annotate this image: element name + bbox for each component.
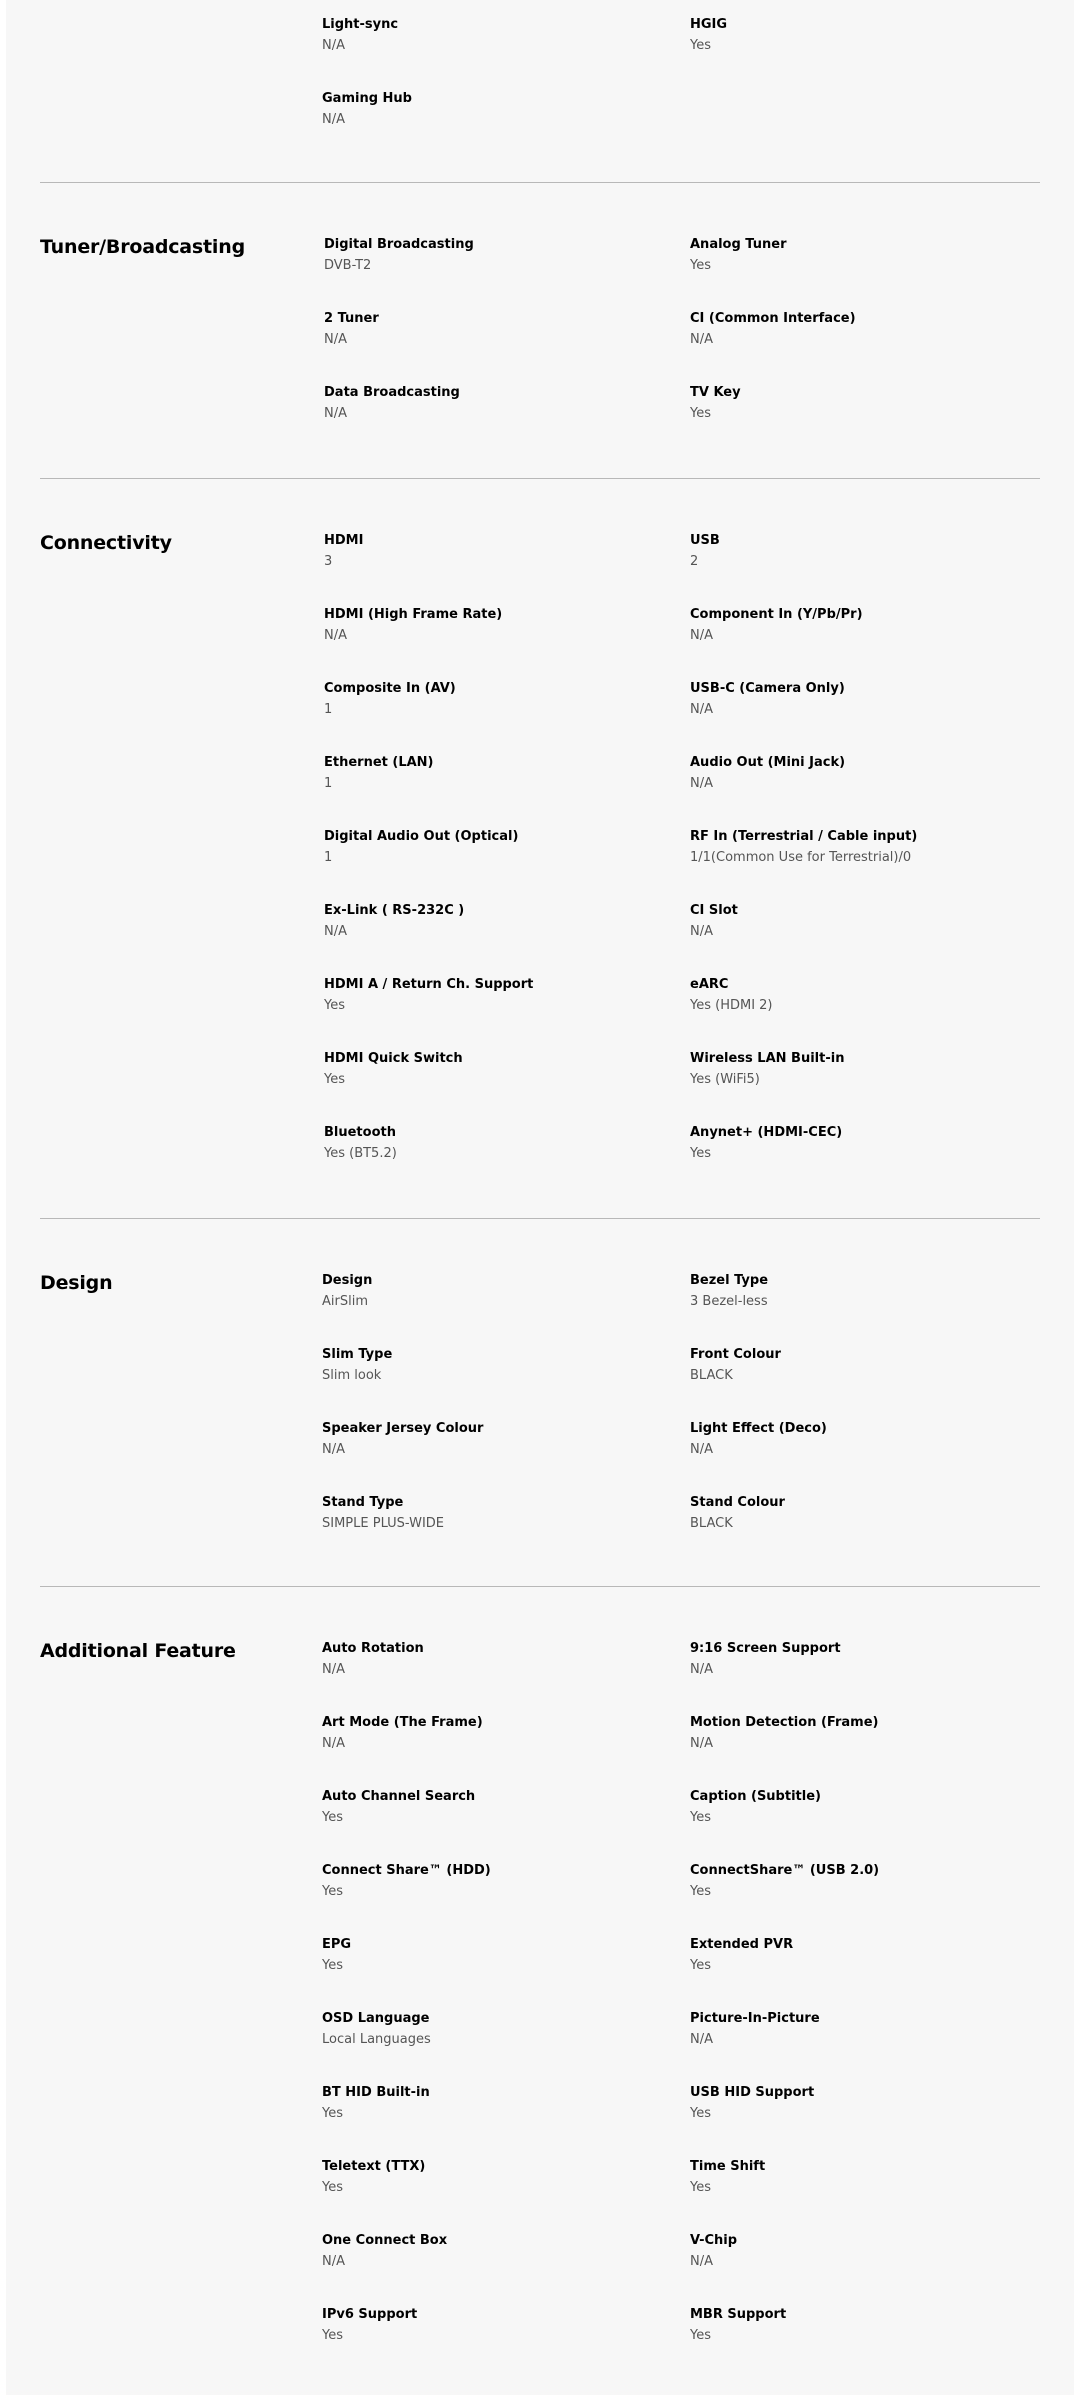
- spec-label: BT HID Built-in: [322, 2085, 430, 2100]
- spec-value: SIMPLE PLUS-WIDE: [322, 1516, 445, 1531]
- spec-connect-share-hdd: [322, 1862, 642, 1901]
- spec-label: Composite In (AV): [324, 681, 456, 696]
- spec-label: Bluetooth: [324, 1125, 396, 1140]
- spec-value: Yes: [690, 406, 711, 421]
- spec-value: Yes: [690, 2180, 711, 2195]
- spec-value: Yes: [322, 2106, 343, 2121]
- spec-usb-c: [690, 680, 1010, 719]
- spec-value: 2: [690, 554, 699, 569]
- spec-label: Caption (Subtitle): [690, 1789, 821, 1804]
- spec-ci-slot: [690, 902, 1010, 941]
- spec-label: HDMI A / Return Ch. Support: [324, 977, 534, 992]
- spec-rf-in: [690, 828, 1010, 867]
- spec-usb: [690, 532, 1010, 571]
- spec-label: Audio Out (Mini Jack): [690, 755, 846, 770]
- spec-data-broadcasting: [324, 384, 644, 423]
- spec-value: N/A: [690, 1736, 713, 1751]
- spec-value: N/A: [690, 1662, 713, 1677]
- spec-label: Light-sync: [322, 17, 399, 32]
- spec-motion-detection: [690, 1714, 1010, 1753]
- spec-page: [6, 0, 1074, 2395]
- spec-connectshare-usb: [690, 1862, 1010, 1901]
- spec-value: 1: [324, 850, 333, 865]
- spec-value: DVB-T2: [324, 258, 372, 273]
- spec-label: Design: [322, 1273, 373, 1288]
- spec-value: N/A: [324, 924, 347, 939]
- spec-label: Digital Audio Out (Optical): [324, 829, 519, 844]
- spec-label: Light Effect (Deco): [690, 1421, 827, 1436]
- spec-value: BLACK: [690, 1516, 733, 1531]
- spec-label: ConnectShare™ (USB 2.0): [690, 1863, 880, 1878]
- spec-osd-language: [322, 2010, 642, 2049]
- spec-teletext: [322, 2158, 642, 2197]
- spec-value: Yes: [690, 2328, 711, 2343]
- spec-label: EPG: [322, 1937, 352, 1952]
- spec-front-colour: [690, 1346, 1010, 1385]
- spec-hdmi-quick-switch: [324, 1050, 644, 1089]
- spec-component-in: [690, 606, 1010, 645]
- spec-v-chip: [690, 2232, 1010, 2271]
- spec-label: Gaming Hub: [322, 91, 412, 106]
- spec-value: 1: [324, 702, 333, 717]
- spec-value: 1/1(Common Use for Terrestrial)/0: [690, 850, 912, 865]
- spec-epg: [322, 1936, 642, 1975]
- spec-value: N/A: [324, 332, 347, 347]
- spec-value: Yes (WiFi5): [690, 1072, 760, 1087]
- spec-value: Yes: [322, 2328, 343, 2343]
- spec-value: Yes: [690, 1810, 711, 1825]
- spec-label: Time Shift: [690, 2159, 766, 2174]
- spec-light-sync: [322, 16, 642, 55]
- spec-label: IPv6 Support: [322, 2307, 418, 2322]
- spec-composite-in: [324, 680, 644, 719]
- spec-value: Yes (HDMI 2): [690, 998, 773, 1013]
- spec-value: N/A: [690, 1442, 713, 1457]
- spec-value: N/A: [690, 2032, 713, 2047]
- spec-value: AirSlim: [322, 1294, 368, 1309]
- spec-slim-type: [322, 1346, 642, 1385]
- spec-light-effect: [690, 1420, 1010, 1459]
- spec-hdmi: [324, 532, 644, 571]
- spec-hdmi-high-frame-rate: [324, 606, 644, 645]
- spec-wireless-lan: [690, 1050, 1010, 1089]
- spec-ethernet: [324, 754, 644, 793]
- spec-label: HDMI (High Frame Rate): [324, 607, 503, 622]
- spec-ex-link: [324, 902, 644, 941]
- spec-usb-hid-support: [690, 2084, 1010, 2123]
- spec-label: OSD Language: [322, 2011, 430, 2026]
- spec-value: N/A: [690, 924, 713, 939]
- spec-hdmi-return-channel: [324, 976, 644, 1015]
- spec-value: Yes (BT5.2): [324, 1146, 397, 1161]
- spec-value: N/A: [690, 628, 713, 643]
- spec-value: Yes: [690, 258, 711, 273]
- spec-label: CI Slot: [690, 903, 738, 918]
- spec-speaker-jersey-colour: [322, 1420, 642, 1459]
- spec-anynet: [690, 1124, 1010, 1163]
- spec-value: N/A: [690, 776, 713, 791]
- spec-label: HGIG: [690, 17, 728, 32]
- section-divider: [40, 1218, 1040, 1219]
- spec-label: Auto Rotation: [322, 1641, 424, 1656]
- spec-value: N/A: [690, 332, 713, 347]
- spec-value: N/A: [322, 112, 345, 127]
- spec-art-mode: [322, 1714, 642, 1753]
- spec-value: Local Languages: [322, 2032, 431, 2047]
- spec-label: Analog Tuner: [690, 237, 787, 252]
- spec-label: One Connect Box: [322, 2233, 448, 2248]
- spec-value: 3 Bezel-less: [690, 1294, 768, 1309]
- spec-label: USB HID Support: [690, 2085, 815, 2100]
- spec-label: Stand Colour: [690, 1495, 785, 1510]
- spec-label: Speaker Jersey Colour: [322, 1421, 484, 1436]
- spec-tv-key: [690, 384, 1010, 423]
- spec-label: Motion Detection (Frame): [690, 1715, 879, 1730]
- spec-design: [322, 1272, 642, 1311]
- spec-value: Yes: [322, 1958, 343, 1973]
- spec-label: Digital Broadcasting: [324, 237, 474, 252]
- spec-value: N/A: [322, 1662, 345, 1677]
- spec-auto-rotation: [322, 1640, 642, 1679]
- spec-label: Wireless LAN Built-in: [690, 1051, 845, 1066]
- spec-label: 2 Tuner: [324, 311, 379, 326]
- section-title: Additional Feature: [40, 1640, 236, 1662]
- spec-bluetooth: [324, 1124, 644, 1163]
- spec-label: Ex-Link ( RS-232C ): [324, 903, 465, 918]
- spec-label: HDMI: [324, 533, 364, 548]
- spec-audio-out: [690, 754, 1010, 793]
- spec-9-16-screen-support: [690, 1640, 1010, 1679]
- spec-value: N/A: [690, 2254, 713, 2269]
- spec-label: Anynet+ (HDMI-CEC): [690, 1125, 843, 1140]
- spec-extended-pvr: [690, 1936, 1010, 1975]
- spec-label: Component In (Y/Pb/Pr): [690, 607, 863, 622]
- spec-value: N/A: [322, 1736, 345, 1751]
- spec-one-connect-box: [322, 2232, 642, 2271]
- spec-label: Bezel Type: [690, 1273, 769, 1288]
- spec-ci-common-interface: [690, 310, 1010, 349]
- spec-value: Yes: [322, 1884, 343, 1899]
- spec-auto-channel-search: [322, 1788, 642, 1827]
- spec-label: CI (Common Interface): [690, 311, 856, 326]
- spec-value: Yes: [690, 2106, 711, 2121]
- spec-value: N/A: [690, 702, 713, 717]
- spec-value: 3: [324, 554, 333, 569]
- spec-mbr-support: [690, 2306, 1010, 2345]
- section-title: Tuner/Broadcasting: [40, 236, 245, 258]
- spec-value: N/A: [322, 1442, 345, 1457]
- spec-value: Yes: [322, 2180, 343, 2195]
- spec-label: Slim Type: [322, 1347, 393, 1362]
- spec-label: Data Broadcasting: [324, 385, 460, 400]
- spec-label: Ethernet (LAN): [324, 755, 434, 770]
- section-divider: [40, 478, 1040, 479]
- spec-value: N/A: [324, 628, 347, 643]
- spec-digital-broadcasting: [324, 236, 644, 275]
- section-title: Design: [40, 1272, 113, 1294]
- spec-analog-tuner: [690, 236, 1010, 275]
- spec-value: Yes: [690, 1958, 711, 1973]
- spec-value: N/A: [322, 2254, 345, 2269]
- spec-label: Auto Channel Search: [322, 1789, 476, 1804]
- spec-value: Yes: [690, 1146, 711, 1161]
- spec-hgig: [690, 16, 1010, 55]
- section-divider: [40, 182, 1040, 183]
- section-divider: [40, 1586, 1040, 1587]
- spec-picture-in-picture: [690, 2010, 1010, 2049]
- spec-earc: [690, 976, 1010, 1015]
- spec-label: USB: [690, 533, 720, 548]
- spec-bt-hid-built-in: [322, 2084, 642, 2123]
- spec-value: Yes: [690, 1884, 711, 1899]
- spec-label: V-Chip: [690, 2233, 738, 2248]
- spec-label: TV Key: [690, 385, 741, 400]
- spec-label: Extended PVR: [690, 1937, 794, 1952]
- spec-value: N/A: [322, 38, 345, 53]
- spec-value: Yes: [322, 1810, 343, 1825]
- spec-value: Yes: [324, 998, 345, 1013]
- spec-value: Yes: [324, 1072, 345, 1087]
- spec-value: Slim look: [322, 1368, 382, 1383]
- spec-label: 9:16 Screen Support: [690, 1641, 841, 1656]
- spec-stand-colour: [690, 1494, 1010, 1533]
- spec-label: eARC: [690, 977, 729, 992]
- spec-ipv6-support: [322, 2306, 642, 2345]
- spec-value: BLACK: [690, 1368, 733, 1383]
- spec-value: Yes: [690, 38, 711, 53]
- spec-time-shift: [690, 2158, 1010, 2197]
- spec-label: Front Colour: [690, 1347, 781, 1362]
- spec-label: Stand Type: [322, 1495, 404, 1510]
- spec-label: MBR Support: [690, 2307, 787, 2322]
- spec-label: HDMI Quick Switch: [324, 1051, 463, 1066]
- spec-2-tuner: [324, 310, 644, 349]
- spec-caption-subtitle: [690, 1788, 1010, 1827]
- spec-label: Teletext (TTX): [322, 2159, 426, 2174]
- section-title: Connectivity: [40, 532, 172, 554]
- spec-gaming-hub: [322, 90, 642, 129]
- spec-label: Art Mode (The Frame): [322, 1715, 483, 1730]
- spec-bezel-type: [690, 1272, 1010, 1311]
- spec-label: Picture-In-Picture: [690, 2011, 820, 2026]
- spec-value: 1: [324, 776, 333, 791]
- spec-stand-type: [322, 1494, 642, 1533]
- spec-label: USB-C (Camera Only): [690, 681, 845, 696]
- spec-label: Connect Share™ (HDD): [322, 1863, 491, 1878]
- spec-value: N/A: [324, 406, 347, 421]
- spec-digital-audio-out: [324, 828, 644, 867]
- spec-label: RF In (Terrestrial / Cable input): [690, 829, 918, 844]
